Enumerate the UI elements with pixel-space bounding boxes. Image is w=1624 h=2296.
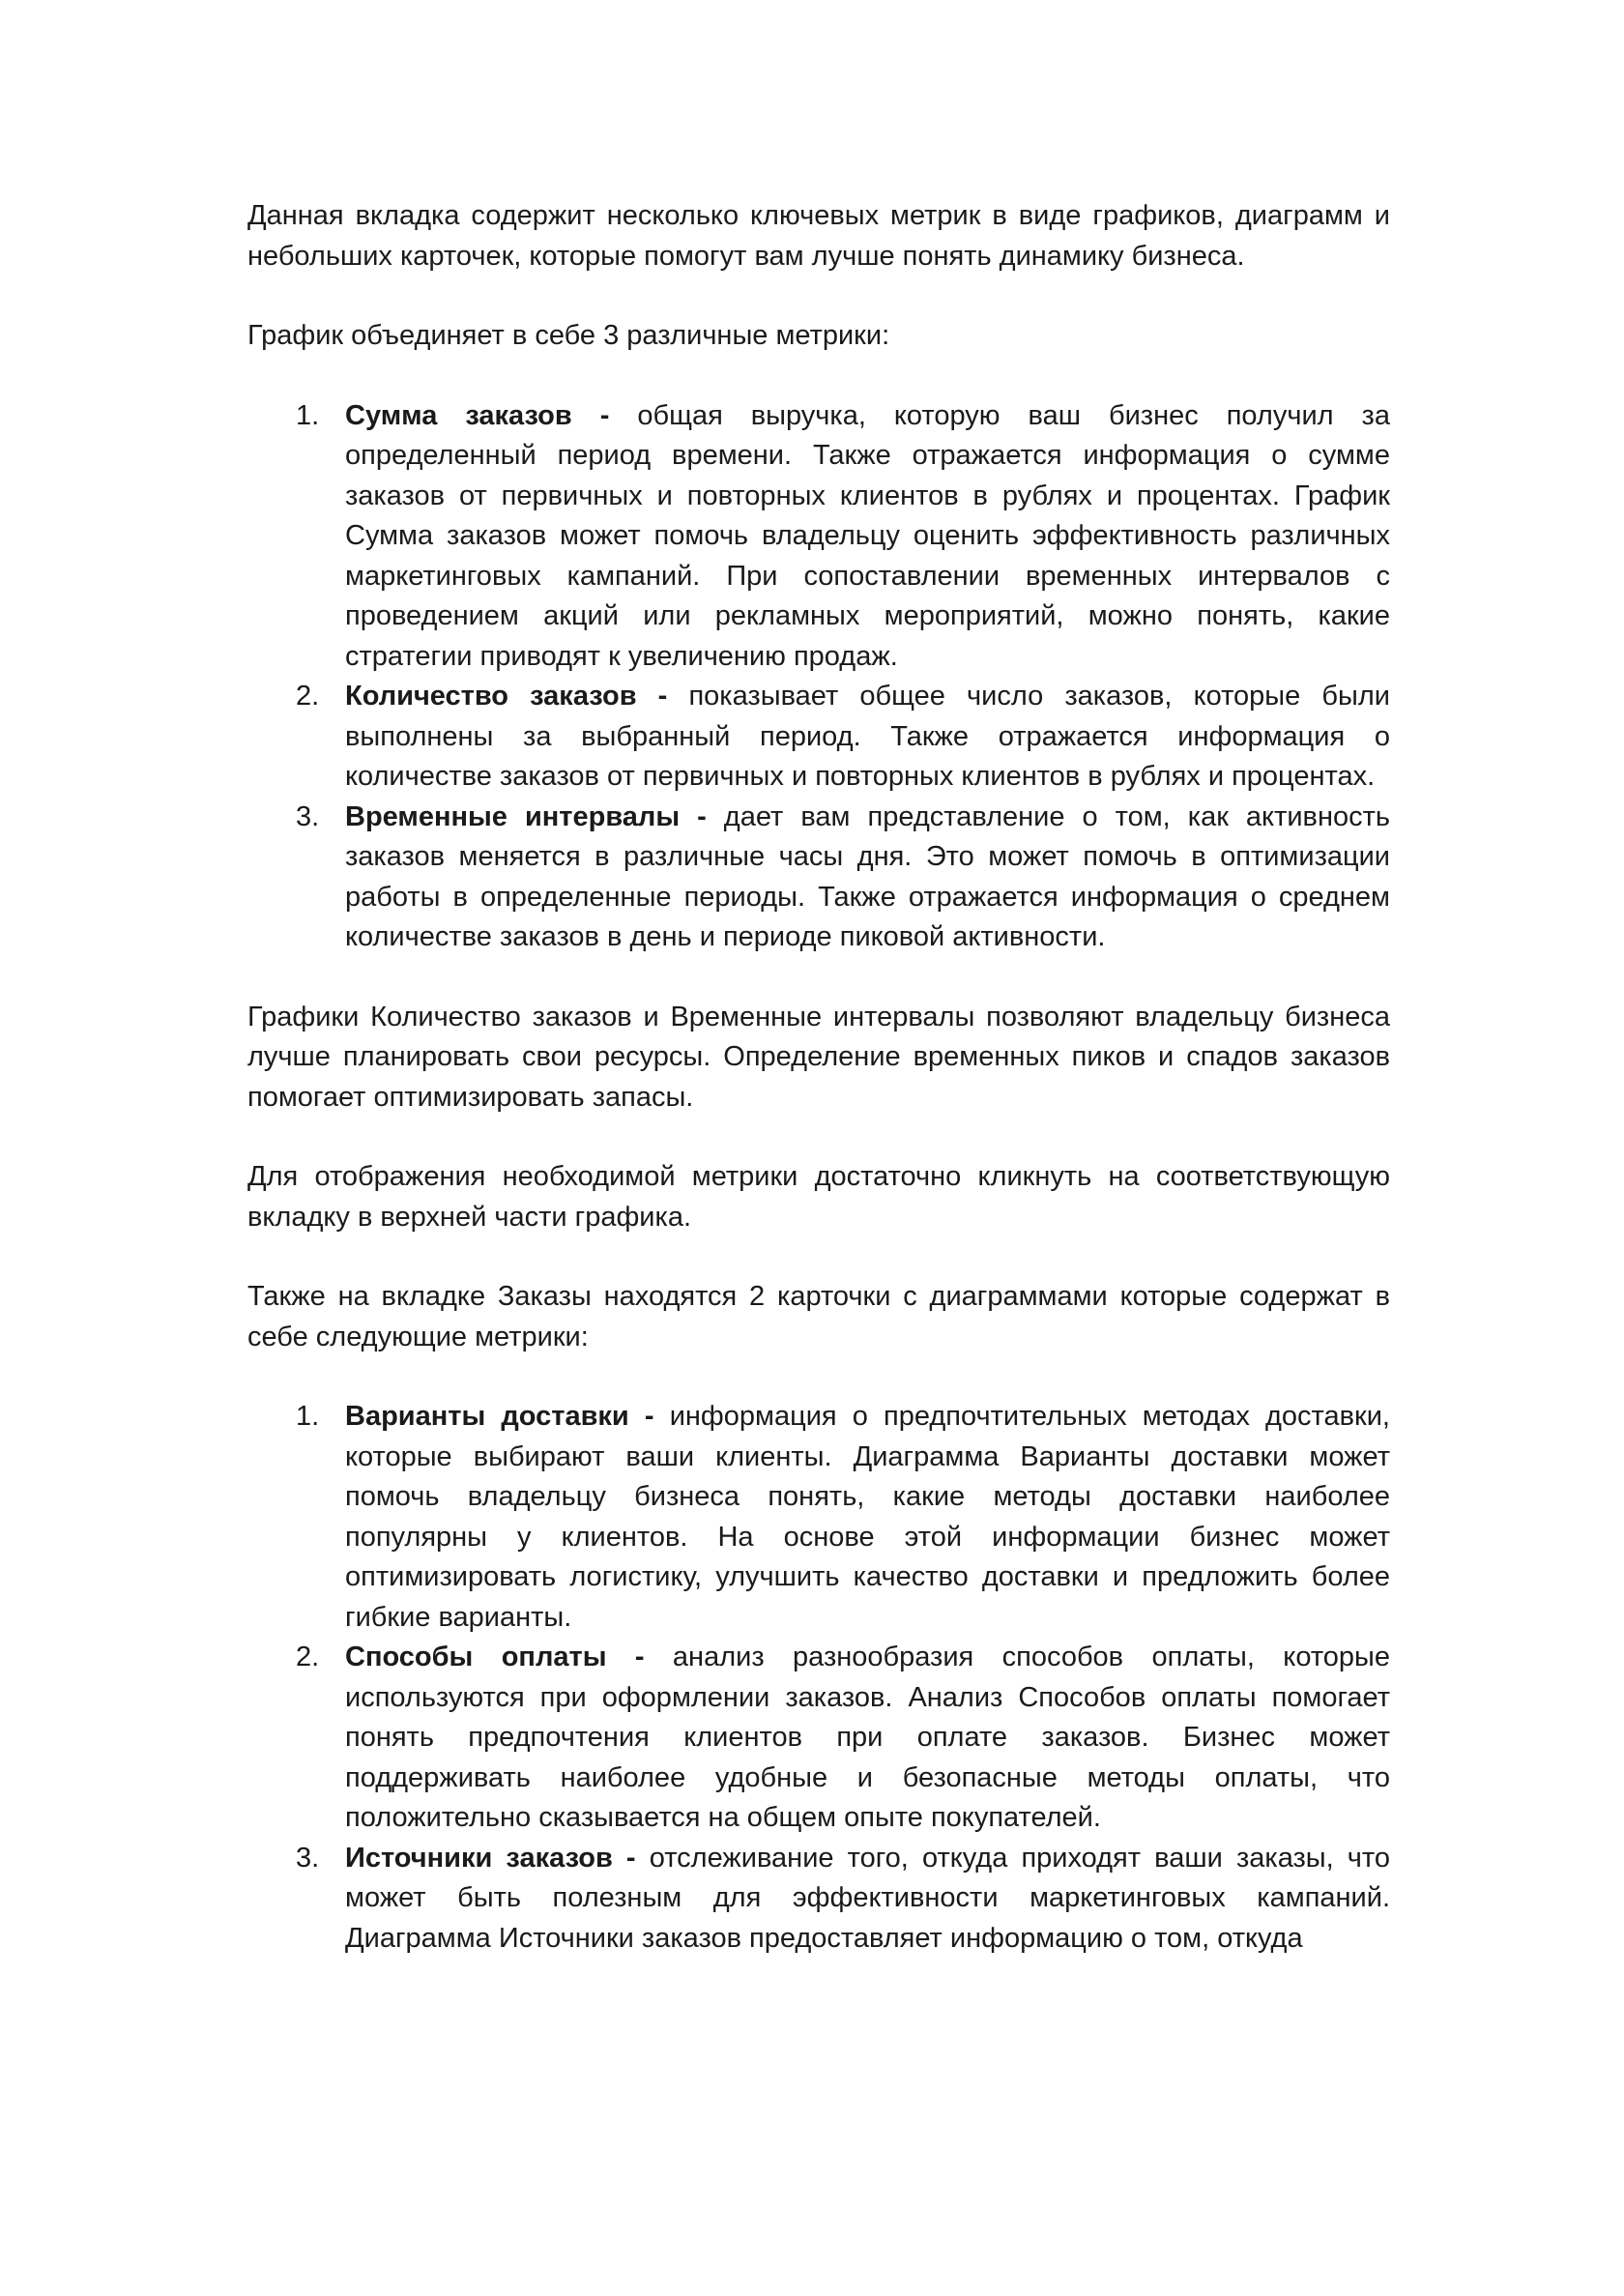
term-label: Сумма заказов - (345, 399, 610, 431)
list-item (247, 1397, 1390, 1638)
term-description: отслеживание того, откуда приходят ваши заказы, что может быть полезным для эффективности маркетинговых кампаний. Диаграмма Источники заказов предоставляет информацию о том, откуда (345, 1842, 1390, 1954)
list-number: 3. (296, 1842, 320, 1874)
cards-intro-paragraph: Также на вкладке Заказы находятся 2 карточки с диаграммами которые содержат в себе следующие метрики: (247, 1281, 1390, 1352)
list-item (247, 396, 1390, 678)
term-description: показывает общее число заказов, которые были выполнены за выбранный период. Также отражается информация о количестве заказов от первичных и повторных клиентов в рублях и процентах. (345, 681, 1390, 792)
card-metrics-list (247, 1397, 1390, 1959)
list-item (247, 1638, 1390, 1839)
term-description: информация о предпочтительных методах доставки, которые выбирают ваши клиенты. Диаграмма Варианты доставки может помочь владельцу бизнеса понять, какие методы доставки наиболее популярны у клиентов. На основе этой информации бизнес может оптимизировать логистику, улучшить качество доставки и предложить более гибкие варианты. (345, 1401, 1390, 1633)
term-description: общая выручка, которую ваш бизнес получил за определенный период времени. Также отражается информация о сумме заказов от первичных и повторных клиентов в рублях и процентах. График Сумма заказов может помочь владельцу оценить эффективность различных маркетинговых кампаний. При сопоставлении временных интервалов с проведением акций или рекламных мероприятий, можно понять, какие стратегии приводят к увеличению продаж. (345, 399, 1390, 672)
term-description: дает вам представление о том, как активность заказов меняется в различные часы дня. Это может помочь в оптимизации работы в определенные периоды. Также отражается информация о среднем количестве заказов в день и периоде пиковой активности. (345, 800, 1390, 952)
list-number: 1. (296, 1401, 320, 1432)
display-paragraph: Для отображения необходимой метрики достаточно кликнуть на соответствующую вкладку в верхней части графика. (247, 1161, 1390, 1233)
term-description: анализ разнообразия способов оплаты, которые используются при оформлении заказов. Анализ Способов оплаты помогает понять предпочтения клиентов при оплате заказов. Бизнес может поддерживать наиболее удобные и безопасные методы оплаты, что положительно сказывается на общем опыте покупателей. (345, 1642, 1391, 1833)
document-page (247, 196, 1390, 1998)
list-item (247, 798, 1390, 958)
term-label: Варианты доставки - (345, 1401, 654, 1432)
list-number: 3. (296, 800, 320, 832)
chart-intro-paragraph: График объединяет в себе 3 различные метрики: (247, 320, 890, 351)
term-label: Временные интервалы - (345, 800, 707, 832)
list-item (247, 1839, 1390, 1960)
list-number: 2. (296, 681, 320, 712)
list-number: 1. (296, 399, 320, 431)
term-label: Источники заказов - (345, 1842, 636, 1874)
chart-metrics-list (247, 396, 1390, 958)
intro-paragraph: Данная вкладка содержит несколько ключевых метрик в виде графиков, диаграмм и небольших карточек, которые помогут вам лучше понять динамику бизнеса. (247, 200, 1390, 272)
list-number: 2. (296, 1642, 320, 1672)
term-label: Количество заказов - (345, 681, 668, 712)
term-label: Способы оплаты - (345, 1642, 645, 1672)
planning-paragraph: Графики Количество заказов и Временные интервалы позволяют владельцу бизнеса лучше планировать свои ресурсы. Определение временных пиков и спадов заказов помогает оптимизировать запасы. (247, 1001, 1390, 1113)
list-item (247, 677, 1390, 798)
